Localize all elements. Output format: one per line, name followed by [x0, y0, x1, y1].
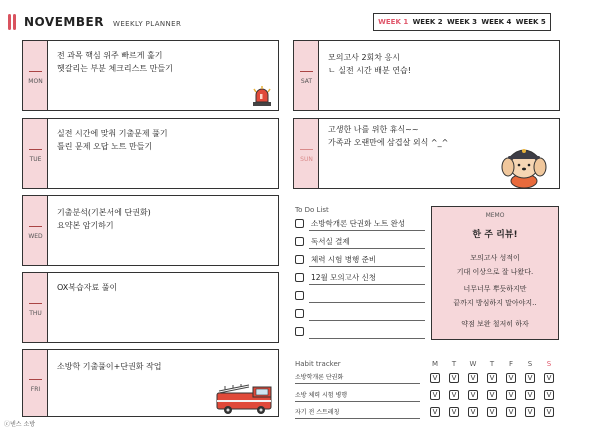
- habit-check[interactable]: V: [468, 390, 478, 400]
- habit-check[interactable]: V: [506, 373, 516, 383]
- memo-title: MEMO: [485, 212, 505, 219]
- day-label-box: [294, 41, 319, 110]
- todo-checkbox[interactable]: [295, 291, 304, 300]
- tab-week-4[interactable]: WEEK 4: [481, 18, 512, 26]
- day-notes-thu[interactable]: [57, 281, 117, 294]
- note-line: 틀린 문제 오답 노트 만들기: [57, 142, 153, 151]
- page-title: NOVEMBER: [24, 15, 104, 29]
- habit-day-header: F: [508, 360, 514, 368]
- day-card-wed: [22, 195, 279, 266]
- note-line: 요약본 암기하기: [57, 221, 114, 230]
- day-notes-wed[interactable]: [57, 206, 151, 232]
- tab-week-3[interactable]: WEEK 3: [446, 18, 477, 26]
- habit-check[interactable]: V: [544, 390, 554, 400]
- todo-text[interactable]: 독서실 결제: [311, 237, 350, 246]
- habit-check[interactable]: V: [449, 390, 459, 400]
- fire-truck-icon: [215, 383, 275, 415]
- habit-check[interactable]: V: [468, 373, 478, 383]
- day-notes-tue[interactable]: [57, 127, 168, 153]
- day-label-box: [23, 196, 48, 265]
- todo-item: [295, 288, 425, 304]
- memo-line: 끝까지 방심하지 말아야지..: [453, 299, 537, 307]
- habit-row: [295, 388, 420, 402]
- day-card-sat: [293, 40, 560, 111]
- habit-check[interactable]: V: [449, 373, 459, 383]
- day-label-sat: SAT: [300, 78, 313, 86]
- todo-checkbox[interactable]: [295, 327, 304, 336]
- habit-name: 소방 체력 시험 병행: [295, 392, 348, 399]
- habit-day-header: T: [489, 360, 495, 368]
- todo-item: [295, 252, 425, 268]
- puppy-firefighter-icon: [499, 143, 549, 188]
- habit-day-header: M: [431, 360, 439, 368]
- day-label-tue: TUE: [29, 156, 42, 164]
- day-card-tue: [22, 118, 279, 189]
- tab-week-5[interactable]: WEEK 5: [515, 18, 546, 26]
- day-label-fri: FRI: [30, 385, 41, 393]
- todo-text[interactable]: 12월 모의고사 신청: [311, 273, 377, 282]
- habit-check[interactable]: V: [430, 373, 440, 383]
- day-card-mon: [22, 40, 279, 111]
- day-label-wed: WED: [28, 233, 43, 241]
- habit-check[interactable]: V: [430, 390, 440, 400]
- note-line: 실전 시간에 맞춰 기출문제 풀기: [57, 129, 168, 138]
- habit-day-header: S: [546, 360, 552, 368]
- note-line: 헷갈리는 부분 체크리스트 만들기: [57, 64, 173, 73]
- todo-text[interactable]: 소방학개론 단권화 노트 완성: [311, 219, 406, 228]
- day-notes-fri[interactable]: [57, 360, 162, 373]
- siren-icon: [251, 85, 273, 107]
- habit-title: Habit tracker: [295, 360, 341, 368]
- day-label-box: [23, 273, 48, 342]
- tab-week-2[interactable]: WEEK 2: [412, 18, 443, 26]
- memo-line: 기대 이상으로 잘 나왔다.: [456, 268, 534, 276]
- header-bars-icon: [8, 14, 18, 30]
- memo-line: 한 주 리뷰!: [472, 230, 518, 240]
- habit-check[interactable]: V: [506, 407, 516, 417]
- habit-check[interactable]: V: [449, 407, 459, 417]
- note-line: 소방학 기출풀이+단권화 작업: [57, 362, 162, 371]
- todo-checkbox[interactable]: [295, 273, 304, 282]
- habit-check[interactable]: V: [487, 407, 497, 417]
- todo-checkbox[interactable]: [295, 309, 304, 318]
- day-card-thu: [22, 272, 279, 343]
- habit-name: 자기 전 스트레칭: [295, 409, 340, 416]
- day-notes-sun[interactable]: [328, 123, 448, 149]
- page-subtitle: WEEKLY PLANNER: [113, 20, 182, 28]
- note-line: OX복습자료 풀이: [57, 283, 118, 292]
- note-line: ㄴ 실전 시간 배분 연습!: [328, 66, 411, 75]
- habit-day-header: W: [469, 360, 477, 368]
- todo-item: [295, 324, 425, 340]
- note-line: 전 과목 핵심 위주 빠르게 훑기: [57, 51, 163, 60]
- habit-check[interactable]: V: [506, 390, 516, 400]
- habit-check[interactable]: V: [525, 407, 535, 417]
- todo-item: [295, 270, 425, 286]
- habit-check[interactable]: V: [525, 373, 535, 383]
- habit-name: 소방학개론 단권화: [295, 374, 344, 381]
- day-label-box: [23, 350, 48, 416]
- day-label-thu: THU: [29, 310, 42, 318]
- week-selector: [373, 13, 551, 31]
- memo-box[interactable]: [431, 206, 559, 340]
- habit-check[interactable]: V: [487, 390, 497, 400]
- day-label-box: [23, 119, 48, 188]
- note-line: 모의고사 2회차 응시: [328, 53, 400, 62]
- habit-check[interactable]: V: [544, 407, 554, 417]
- memo-line: 모의고사 성적이: [470, 254, 520, 262]
- note-line: 가족과 오랜만에 삼겹살 외식 ^_^: [328, 138, 449, 147]
- note-line: 기출분석(기본서에 단권화): [57, 208, 151, 217]
- day-label-box: [23, 41, 48, 110]
- todo-item: [295, 234, 425, 250]
- day-label-box: [294, 119, 319, 188]
- day-notes-mon[interactable]: [57, 49, 173, 75]
- copyright-text: ⓒ넨스 소방: [4, 421, 36, 428]
- todo-title: To Do List: [295, 206, 329, 214]
- habit-day-header: S: [527, 360, 533, 368]
- habit-check[interactable]: V: [468, 407, 478, 417]
- note-line: 고생한 나를 위한 휴식~~: [328, 125, 419, 134]
- day-card-fri: [22, 349, 279, 417]
- todo-checkbox[interactable]: [295, 255, 304, 264]
- day-label-mon: MON: [28, 78, 43, 86]
- day-notes-sat[interactable]: [328, 51, 411, 77]
- todo-checkbox[interactable]: [295, 237, 304, 246]
- habit-check[interactable]: V: [430, 407, 440, 417]
- todo-checkbox[interactable]: [295, 219, 304, 228]
- habit-row: [295, 370, 420, 384]
- habit-check[interactable]: V: [487, 373, 497, 383]
- memo-line: 너무너무 뿌듯하지만: [463, 285, 527, 293]
- habit-row: [295, 405, 420, 419]
- todo-item: [295, 216, 425, 232]
- day-card-sun: [293, 118, 560, 189]
- day-label-sun: SUN: [300, 156, 313, 164]
- todo-item: [295, 306, 425, 322]
- memo-line: 약점 보완 철저히 하자: [461, 320, 529, 328]
- habit-day-header: T: [451, 360, 457, 368]
- tab-week-1[interactable]: WEEK 1: [378, 18, 409, 26]
- habit-check[interactable]: V: [544, 373, 554, 383]
- habit-check[interactable]: V: [525, 390, 535, 400]
- todo-text[interactable]: 체력 시험 병행 준비: [311, 255, 377, 264]
